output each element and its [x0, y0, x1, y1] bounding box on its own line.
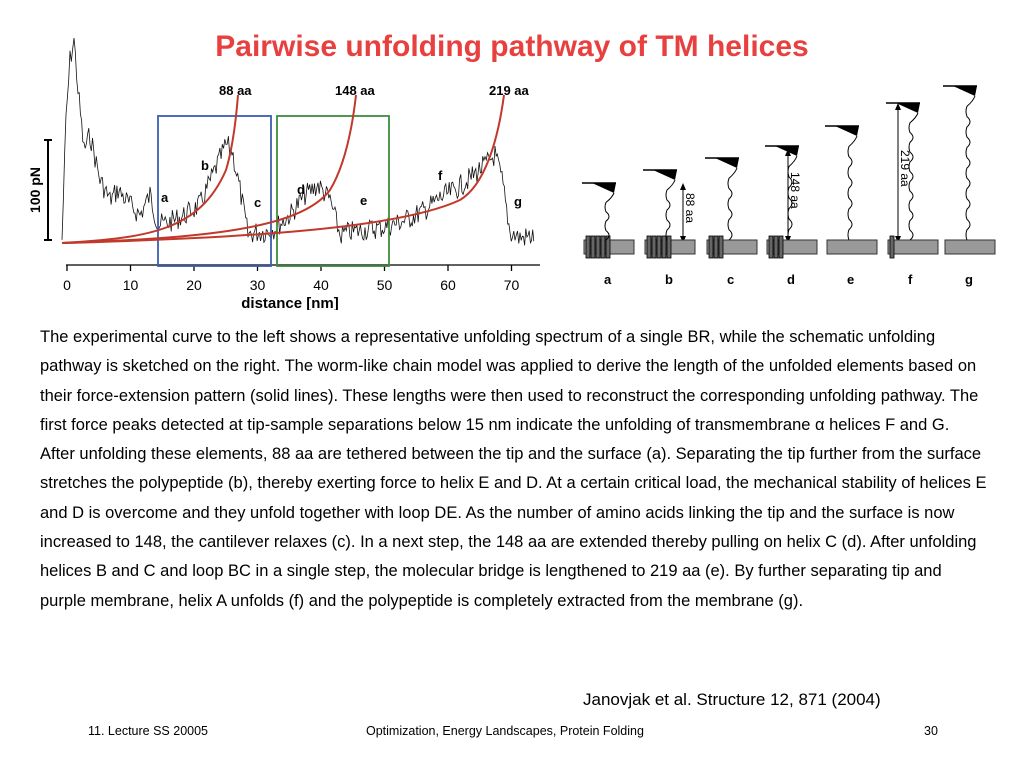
- polypeptide-chain: [728, 168, 737, 240]
- helix: [596, 236, 600, 258]
- x-tick-label: 20: [186, 277, 202, 293]
- polypeptide-chain: [666, 180, 675, 240]
- schematic-label-b: b: [665, 272, 673, 287]
- helix: [709, 236, 713, 258]
- helix: [601, 236, 605, 258]
- x-tick-label: 10: [122, 277, 139, 293]
- helix: [652, 236, 656, 258]
- membrane-segment: [888, 240, 938, 254]
- helix: [714, 236, 718, 258]
- schematic-label-d: d: [787, 272, 795, 287]
- helix: [657, 236, 661, 258]
- slide-title: Pairwise unfolding pathway of TM helices: [215, 30, 809, 63]
- x-axis-label: distance [nm]: [241, 295, 339, 310]
- schematic-label-c: c: [727, 272, 735, 287]
- unfolding-figure: [0, 0, 1024, 310]
- cantilever-tip: [653, 170, 677, 180]
- x-tick-label: 40: [313, 277, 329, 293]
- helix: [647, 236, 651, 258]
- peak-label-d: d: [297, 182, 305, 197]
- footer-page-number: 30: [924, 724, 938, 738]
- y-axis-label: 100 pN: [27, 167, 43, 213]
- polypeptide-chain: [966, 96, 975, 240]
- citation: Janovjak et al. Structure 12, 871 (2004): [583, 690, 881, 709]
- paragraph-1: The experimental curve to the left shows a representative unfolding spectrum of a single BR, while the schematic unfolding pathway is sketched on the right. The worm-like chain model was applied to derive the length of the unfolded elements based on their force-extension pattern (solid lines). These lengths were then used to reconstruct the corresponding unfolding pathway. The first force peaks detected at tip-sample separations below 15 nm indicate the unfolding of transmembrane α helices F and G.: [40, 328, 979, 434]
- helix: [774, 236, 778, 258]
- peak-label-b: b: [201, 158, 209, 173]
- polypeptide-chain: [848, 136, 857, 240]
- helix: [769, 236, 773, 258]
- x-tick-label: 0: [63, 277, 71, 293]
- peak-label-g: g: [514, 194, 522, 209]
- membrane-segment: [945, 240, 995, 254]
- curve-label-88: 88 aa: [219, 83, 252, 98]
- schematic-label-f: f: [908, 272, 913, 287]
- x-tick-label: 30: [249, 277, 266, 293]
- schematic-label-a: a: [604, 272, 612, 287]
- helix: [779, 236, 783, 258]
- cantilever-tip: [835, 126, 859, 136]
- footer-lecture: 11. Lecture SS 20005: [88, 724, 208, 738]
- peak-label-f: f: [438, 168, 443, 183]
- x-tick-label: 50: [376, 277, 393, 293]
- cantilever-tip: [953, 86, 977, 96]
- cantilever-tip: [592, 183, 616, 193]
- cantilever-tip: [715, 158, 739, 168]
- membrane-segment: [827, 240, 877, 254]
- x-tick-label: 60: [440, 277, 456, 293]
- paragraph-2: After unfolding these elements, 88 aa are tethered between the tip and the surface (a). Separating the tip further from the surface stretches the polypeptide (b), thereby exerting force to helix E and D. At a certain critical load, the mechanical stability of helices E and D is overcome and they unfold together with loop DE. As the number of amino acids linking the tip and the surface is now increased to 148, the cantilever relaxes (c). In a next step, the 148 aa are extended thereby pulling on helix C (d). After unfolding helices B and C and loop BC in a single step, the molecular bridge is lengthened to 219 aa (e). By further separating tip and purple membrane, helix A unfolds (f) and the polypeptide is completely extracted from the membrane (g).: [40, 445, 987, 610]
- peak-label-a: a: [161, 190, 169, 205]
- peak-label-e: e: [360, 193, 368, 208]
- peak-label-c: c: [254, 195, 262, 210]
- experimental-trace: [62, 38, 534, 245]
- length-label-88: 88 aa: [683, 193, 697, 224]
- helix: [591, 236, 595, 258]
- footer-course: Optimization, Energy Landscapes, Protein Folding: [366, 724, 644, 738]
- wlc-curve-148: [62, 95, 356, 243]
- x-axis-ticks: [63, 265, 519, 293]
- curve-label-148: 148 aa: [335, 83, 375, 98]
- force-extension-chart: [27, 38, 540, 310]
- length-label-148: 148 aa: [788, 172, 802, 209]
- green-box: [277, 116, 389, 266]
- polypeptide-chain: [605, 193, 614, 240]
- body-text: [40, 323, 990, 616]
- helix: [667, 236, 671, 258]
- length-label-219: 219 aa: [898, 150, 912, 187]
- helix: [890, 236, 894, 258]
- unfolding-schematic: [582, 86, 995, 287]
- helix: [586, 236, 590, 258]
- schematic-label-e: e: [847, 272, 855, 287]
- x-tick-label: 70: [503, 277, 520, 293]
- schematic-label-g: g: [965, 272, 973, 287]
- helix: [662, 236, 666, 258]
- curve-label-219: 219 aa: [489, 83, 529, 98]
- helix: [719, 236, 723, 258]
